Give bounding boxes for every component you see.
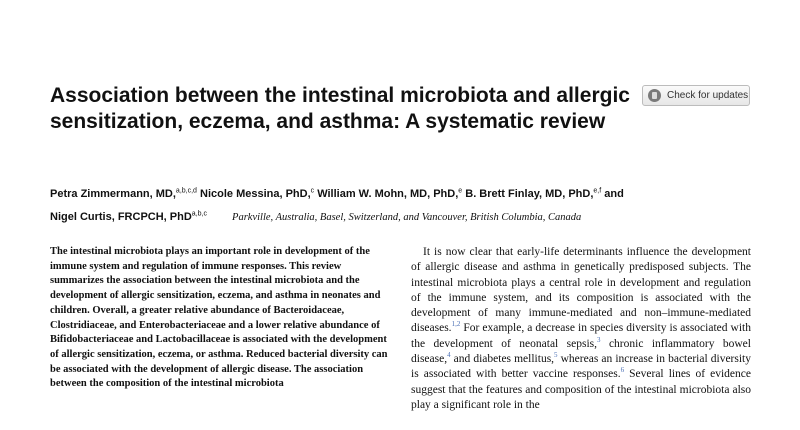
affiliation-line: Parkville, Australia, Basel, Switzerland, and Vancouver, British Columbia, Canada [232, 212, 582, 223]
reference-link[interactable]: 5 [554, 351, 558, 360]
body-text-segment: whereas an increase in bacterial diversity is associated with better vaccine responses. [411, 353, 751, 381]
author-list [50, 183, 760, 229]
reference-link[interactable]: 3 [597, 335, 601, 344]
author-affiliation-sup: e,f [593, 187, 602, 195]
article-title: Association between the intestinal microbiota and allergic sensitization, eczema, and asthma: A systematic review [50, 84, 630, 133]
body-text-segment: chronic inflammatory bowel disease, [411, 337, 751, 366]
body-paragraph [411, 245, 751, 413]
body-text-segment: For example, a decrease in species diversity is associated with the development of neonatal sepsis, [411, 322, 751, 350]
crossmark-icon [648, 89, 661, 102]
reference-link[interactable]: 6 [620, 366, 625, 375]
reference-link[interactable]: 4 [447, 351, 451, 360]
author-name: William W. Mohn, MD, PhD, [317, 188, 459, 200]
author-name: B. Brett Finlay, MD, PhD, [465, 188, 594, 200]
body-text-segment: It is now clear that early-life determinants influence the development of allergic disease and asthma in genetically predisposed subjects. The intestinal microbiota plays a central role in development and regulation of the immune system, and its composition is associated with the development of many immune-mediated and non–immune-mediated diseases. [411, 246, 751, 335]
check-for-updates-button[interactable] [642, 85, 750, 106]
author-name: Nicole Messina, PhD, [200, 188, 311, 200]
abstract-text: The intestinal microbiota plays an important role in development of the immune system and regulation of immune responses. This review summarizes the association between the intestinal microbiota and the development of allergic sensitization, eczema, and asthma in neonates and children. Overall, a greater relative abundance of Bacteroidaceae, Clostridiaceae, and Enterobacteriaceae and a lower relative abundance of Bifidobacteriaceae and Lactobacillaceae is associated with the development of allergic sensitization, eczema, or asthma. Reduced bacterial diversity can be associated with the development of allergic disease. The association between the composition of the intestinal microbiota [50, 246, 388, 390]
author-affiliation-sup: a,b,c [191, 210, 207, 218]
reference-link[interactable]: 1,2 [451, 320, 461, 329]
author-affiliation-sup: e [458, 187, 463, 195]
check-for-updates-label: Check for updates [667, 90, 749, 101]
author-name: Petra Zimmermann, MD, [50, 188, 176, 200]
author-name: Nigel Curtis, FRCPCH, PhD [50, 211, 192, 223]
author-affiliation-sup: c [310, 187, 315, 195]
author-conjunction: and [604, 188, 624, 200]
author-affiliation-sup: a,b,c,d [175, 187, 197, 195]
body-text-segment: and diabetes mellitus, [450, 353, 555, 366]
body-text-segment: Several lines of evidence suggest that the features and composition of the intestinal microbiota also play a significant role in the [411, 368, 751, 411]
